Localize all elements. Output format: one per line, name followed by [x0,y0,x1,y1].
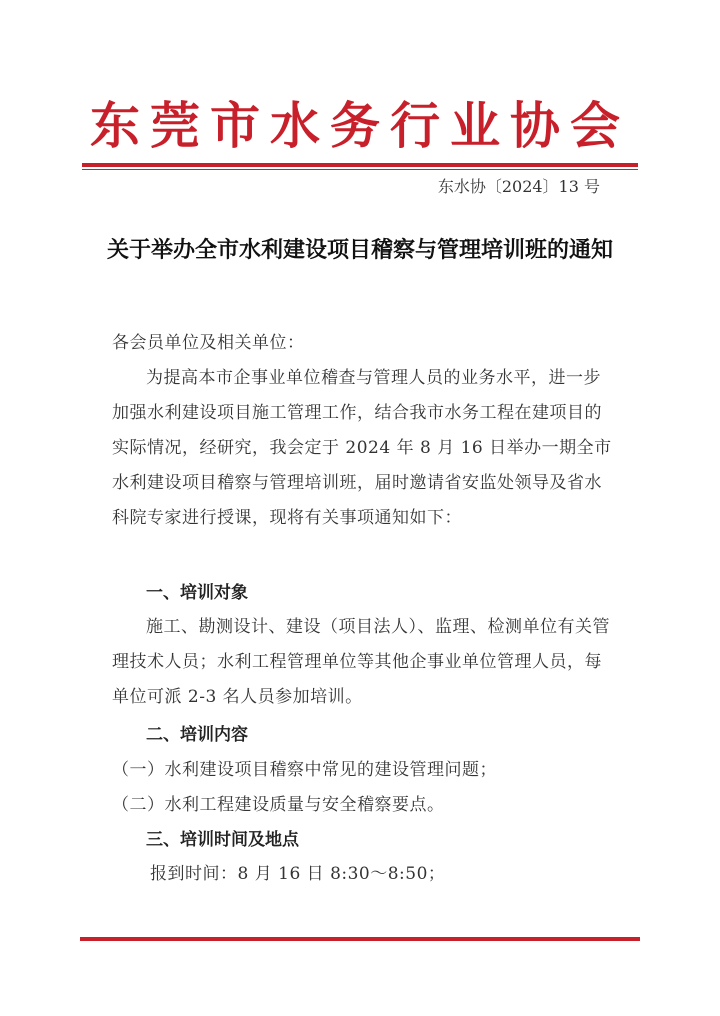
content-item-2: （二）水利工程建设质量与安全稽察要点。 [112,795,445,815]
content-item-1: （一）水利建设项目稽察中常见的建设管理问题； [112,760,497,780]
letterhead-title: 东莞市水务行业协会 [90,96,630,155]
salutation: 各会员单位及相关单位： [112,333,305,353]
section-heading-time-place: 三、培训时间及地点 [146,830,299,850]
letterhead-divider-thick [82,163,638,167]
document-number: 东水协〔2024〕13 号 [437,177,600,196]
section-heading-attendees: 一、培训对象 [146,583,248,603]
footer-divider [80,937,640,941]
section-heading-content: 二、培训内容 [146,725,248,745]
attendees-paragraph: 施工、勘测设计、建设（项目法人）、监理、检测单位有关管理技术人员；水利工程管理单位等其他企事业单位管理人员，每单位可派 2-3 名人员参加培训。 [112,617,610,707]
letterhead-divider-thin [82,169,638,170]
notice-title: 关于举办全市水利建设项目稽察与管理培训班的通知 [106,237,613,263]
intro-paragraph: 为提高本市企事业单位稽查与管理人员的业务水平，进一步加强水利建设项目施工管理工作，结合我市水务工程在建项目的实际情况，经研究，我会定于 2024 年 8 月 16 日举办一期全市水利建设项目稽察与管理培训班，届时邀请省安监处领导及省水科院专家进行授课，现将有关事项通知如下： [112,368,612,528]
report-time: 报到时间：8 月 16 日 8:30～8:50； [150,864,446,884]
